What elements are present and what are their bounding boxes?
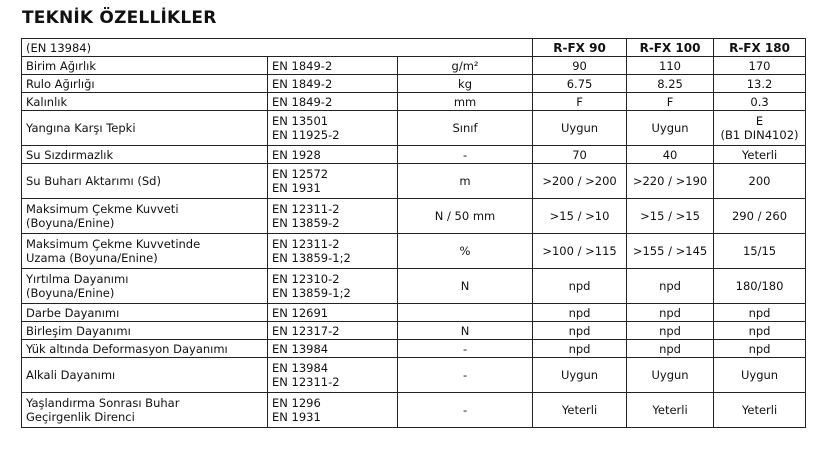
value-cell [627,199,714,234]
value-cell-line: 170 [748,58,771,73]
property-cell [22,146,268,164]
standard-cell-line: EN 12310-2 [272,272,340,286]
value-cell [714,234,806,269]
property-cell-line: Yük altında Deformasyon Dayanımı [26,341,228,356]
property-cell-line: Yaşlandırma Sonrası Buhar [26,396,180,410]
value-cell [533,304,627,322]
property-cell-line: Maksimum Çekme Kuvveti [26,202,179,216]
value-cell-line: Yeterli [741,403,778,417]
standard-cell-line: EN 12311-2 [272,237,340,251]
standard-cell-line: EN 1849-2 [272,58,333,73]
standard-cell-line: EN 12691 [272,305,329,320]
value-cell-line: npd [568,279,591,293]
value-cell-line: E [755,114,764,128]
standard-cell [268,358,398,393]
property-cell-line: Darbe Dayanımı [26,305,120,320]
property-cell-line: Birleşim Dayanımı [26,323,131,338]
value-cell [533,75,627,93]
property-cell-line: Alkali Dayanımı [26,368,116,382]
table-row [22,93,806,111]
standard-cell [268,304,398,322]
value-cell [714,93,806,111]
header-product-3: R-FX 180 [714,39,806,57]
value-cell [627,164,714,199]
standard-cell [268,146,398,164]
value-cell [533,146,627,164]
value-cell [533,199,627,234]
value-cell-line: npd [659,279,681,293]
unit-cell: Sınıf [398,111,533,146]
value-cell-line: 8.25 [657,76,683,91]
value-cell [714,57,806,75]
property-cell-line: Su Sızdırmazlık [26,147,114,162]
standard-cell-line: EN 12311-2 [272,375,340,389]
standard-cell-line: EN 12572 [272,167,329,181]
property-cell [22,322,268,340]
standard-cell-line: EN 13984 [272,361,329,375]
table-row [22,57,806,75]
value-cell-line: (B1 DIN4102) [720,128,799,142]
value-cell [714,75,806,93]
value-cell [714,199,806,234]
value-cell [627,57,714,75]
value-cell-line: >15 / >10 [549,209,610,223]
value-cell [627,146,714,164]
standard-cell-line: EN 13859-2 [272,216,340,230]
standard-cell-line: EN 1849-2 [272,76,333,91]
standard-cell [268,93,398,111]
property-cell [22,57,268,75]
header-row [22,39,806,57]
value-cell [533,234,627,269]
property-cell [22,234,268,269]
value-cell [533,393,627,428]
property-cell [22,340,268,358]
unit-cell: g/m² [398,57,533,75]
standard-cell [268,199,398,234]
value-cell-line: 90 [572,58,587,73]
standard-cell [268,75,398,93]
standard-cell-line: EN 13859-1;2 [272,251,351,265]
property-cell [22,199,268,234]
unit-cell [398,304,533,322]
value-cell [533,340,627,358]
value-cell-line: npd [568,305,591,320]
property-cell-line: (Boyuna/Enine) [26,216,115,230]
value-cell [627,93,714,111]
value-cell [714,111,806,146]
value-cell-line: Yeterli [652,403,688,417]
table-row [22,340,806,358]
value-cell-line: npd [659,341,681,356]
value-cell-line: 40 [662,147,678,162]
value-cell-line: 15/15 [742,244,777,258]
value-cell-line: 0.3 [750,94,769,109]
table-row [22,269,806,304]
property-cell-line: Rulo Ağırlığı [26,76,95,91]
value-cell-line: >15 / >15 [640,209,700,223]
value-cell-line: F [666,94,674,109]
unit-cell: m [398,164,533,199]
table-row [22,199,806,234]
value-cell-line: npd [659,305,681,320]
value-cell [627,393,714,428]
table-row [22,304,806,322]
value-cell-line: Uygun [560,121,599,135]
value-cell [627,75,714,93]
value-cell-line: >100 / >115 [542,244,617,258]
table-row [22,75,806,93]
value-cell-line: 70 [572,147,587,162]
property-cell-line: Geçirgenlik Direnci [26,410,135,424]
standard-cell-line: EN 11925-2 [272,128,340,142]
property-cell-line: Uzama (Boyuna/Enine) [26,251,158,265]
property-cell [22,164,268,199]
value-cell [627,111,714,146]
value-cell-line: 6.75 [566,76,593,91]
value-cell-line: Uygun [651,121,689,135]
value-cell-line: Yeterli [561,403,598,417]
standard-cell-line: EN 12317-2 [272,323,340,338]
table-row [22,393,806,428]
standard-cell-line: EN 12311-2 [272,202,340,216]
standard-cell [268,393,398,428]
page-title: TEKNİK ÖZELLİKLER [22,8,217,28]
header-product-2: R-FX 100 [627,39,714,57]
table-row [22,322,806,340]
value-cell-line: Uygun [560,368,599,382]
value-cell-line: npd [748,341,771,356]
standard-cell [268,111,398,146]
header-product-1: R-FX 90 [533,39,627,57]
value-cell [533,57,627,75]
value-cell-line: 290 / 260 [731,209,788,223]
table-row [22,358,806,393]
value-cell-line: npd [748,305,771,320]
value-cell [714,322,806,340]
unit-cell: kg [398,75,533,93]
standard-cell-line: EN 1849-2 [272,94,333,109]
standard-cell-line: EN 13984 [272,341,329,356]
unit-cell: % [398,234,533,269]
value-cell [533,164,627,199]
property-cell-line: Yırtılma Dayanımı [26,272,129,286]
value-cell-line: >220 / >190 [632,174,708,188]
spec-table [21,38,806,428]
unit-cell: N [398,322,533,340]
value-cell [627,234,714,269]
standard-cell-line: EN 13501 [272,114,329,128]
standard-cell [268,164,398,199]
table-row [22,146,806,164]
property-cell-line: Kalınlık [26,94,68,109]
value-cell [627,269,714,304]
value-cell-line: >155 / >145 [632,244,708,258]
standard-cell-line: EN 13859-1;2 [272,286,351,300]
value-cell [533,358,627,393]
value-cell [714,146,806,164]
value-cell [533,322,627,340]
property-cell [22,93,268,111]
unit-cell: - [398,146,533,164]
property-cell-line: Birim Ağırlık [26,58,97,73]
table-row [22,111,806,146]
value-cell-line: 13.2 [746,76,773,91]
unit-cell: N / 50 mm [398,199,533,234]
unit-cell: mm [398,93,533,111]
property-cell-line: Su Buharı Aktarımı (Sd) [26,174,161,188]
property-cell-line: Yangına Karşı Tepki [26,121,136,135]
value-cell [714,358,806,393]
value-cell-line: npd [568,341,591,356]
value-cell-line: F [576,94,583,109]
value-cell [627,340,714,358]
value-cell-line: 200 [748,174,771,188]
unit-cell: N [398,269,533,304]
value-cell [627,304,714,322]
value-cell [533,269,627,304]
value-cell [714,393,806,428]
header-standard: (EN 13984) [22,39,533,57]
value-cell [714,340,806,358]
table-row [22,234,806,269]
value-cell-line: Uygun [651,368,689,382]
standard-cell [268,269,398,304]
unit-cell: - [398,358,533,393]
value-cell [533,93,627,111]
value-cell [714,269,806,304]
unit-cell: - [398,340,533,358]
property-cell-line: Maksimum Çekme Kuvvetinde [26,237,201,251]
value-cell-line: Yeterli [741,147,778,162]
standard-cell-line: EN 1931 [272,181,321,195]
value-cell-line: npd [568,323,591,338]
property-cell [22,358,268,393]
property-cell [22,75,268,93]
value-cell-line: 180/180 [735,279,784,293]
unit-cell: - [398,393,533,428]
value-cell-line: Uygun [740,368,779,382]
value-cell [714,164,806,199]
value-cell-line: npd [659,323,681,338]
standard-cell-line: EN 1928 [272,147,321,162]
value-cell [627,358,714,393]
property-cell [22,269,268,304]
standard-cell [268,234,398,269]
standard-cell [268,322,398,340]
value-cell-line: 110 [659,58,681,73]
standard-cell-line: EN 1931 [272,410,321,424]
standard-cell [268,57,398,75]
property-cell [22,304,268,322]
standard-cell-line: EN 1296 [272,396,321,410]
standard-cell [268,340,398,358]
property-cell [22,111,268,146]
property-cell-line: (Boyuna/Enine) [26,286,115,300]
value-cell-line: >200 / >200 [542,174,617,188]
value-cell [533,111,627,146]
property-cell [22,393,268,428]
value-cell [714,304,806,322]
value-cell-line: npd [748,323,771,338]
value-cell [627,322,714,340]
table-row [22,164,806,199]
